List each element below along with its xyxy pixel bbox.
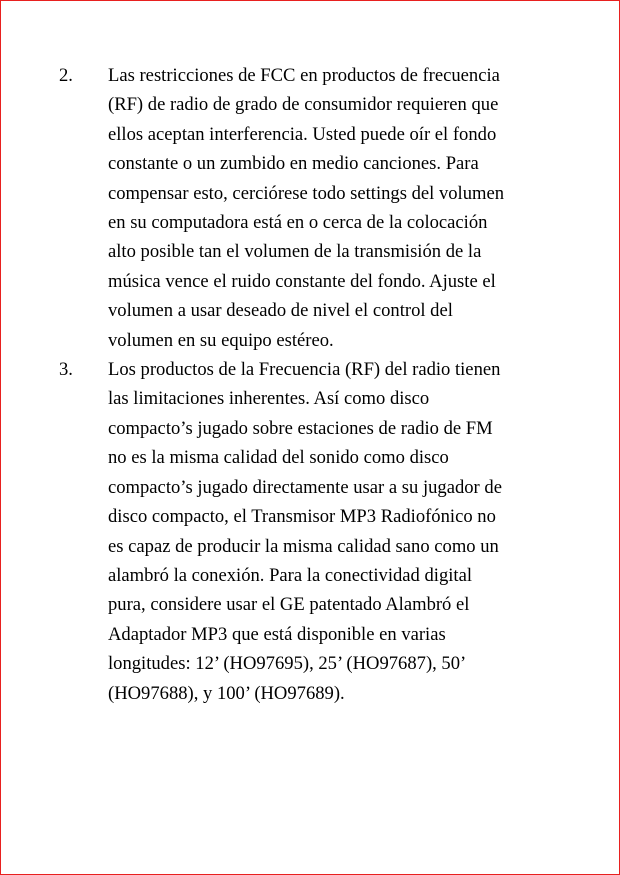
list-item-number: 2. xyxy=(59,65,73,86)
list-item-number: 3. xyxy=(59,359,73,381)
list-item-text: Los productos de la Frecuencia (RF) del radio tienen las limitaciones inherentes. Así como disco compacto’s jugado sobre estaciones de radio de FM no es la misma calidad del sonido como disco compacto’s jugado directamente usar a su jugador de disco compacto, el Transmisor MP3 Radiofónico no es capaz de producir la misma calidad sano como un alambró la conexión. Para la conectividad digital pura, considere usar el GE patentado Alambró el Adaptador MP3 que está disponible en varias longitudes: 12’ (HO97695), 25’ (HO97687), 50’ (HO97688), y 100’ (HO97689). xyxy=(108,359,502,704)
list-item xyxy=(59,355,559,708)
list-item-text: Las restricciones de FCC en productos de frecuencia (RF) de radio de grado de consumidor requieren que ellos aceptan interferencia. Usted puede oír el fondo constante o un zumbido en medio canciones. Para compensar esto, cerciórese todo settings del volumen en su computadora está en o cerca de la colocación alto posible tan el volumen de la transmisión de la música vence el ruido constante del fondo. Ajuste el volumen a usar deseado de nivel el control del volumen en su equipo estéreo. xyxy=(108,65,505,351)
document-body xyxy=(59,61,559,708)
list-item xyxy=(59,61,559,355)
